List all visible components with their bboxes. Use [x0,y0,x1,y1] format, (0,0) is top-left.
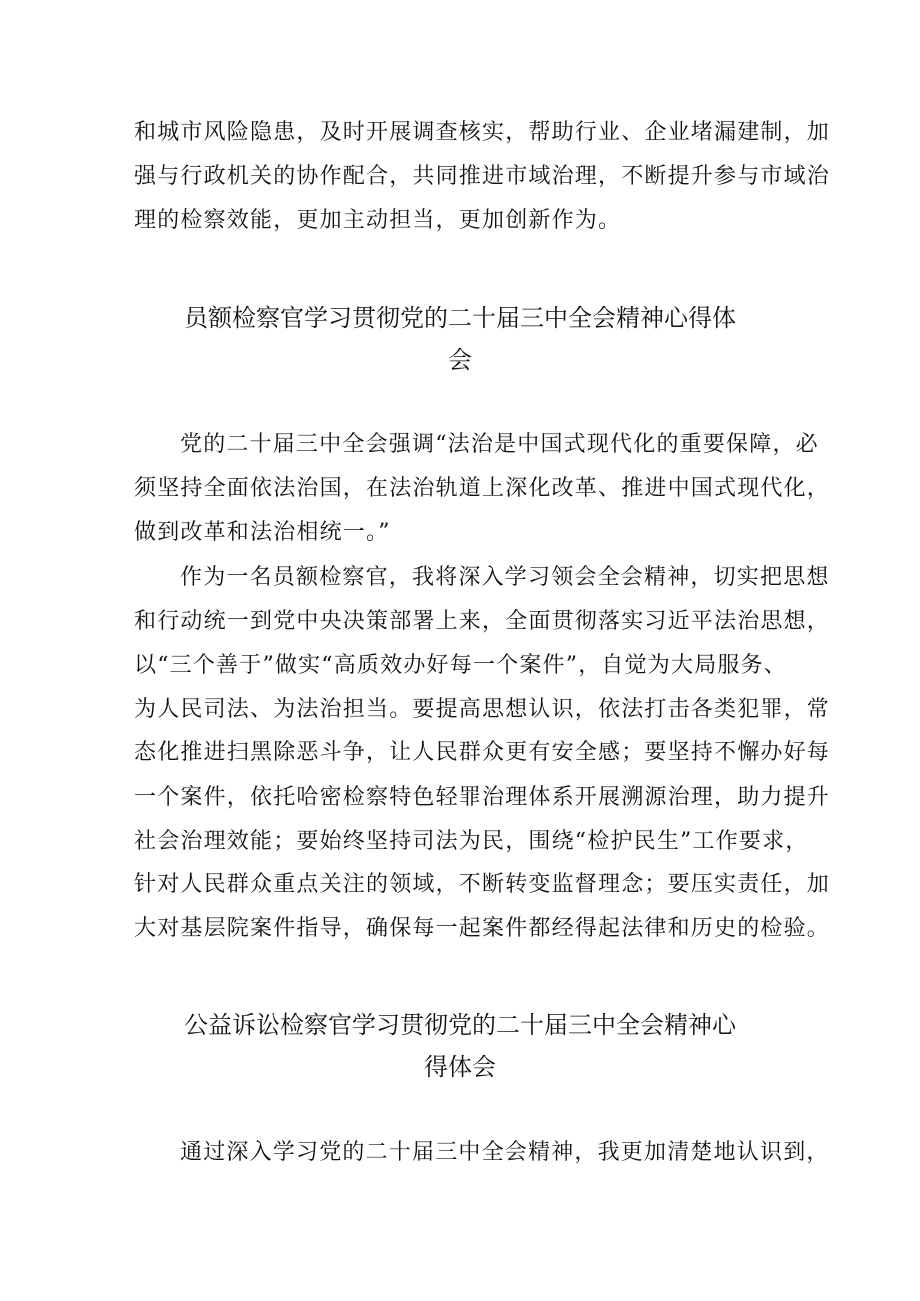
paragraph-line: 社会治理效能；要始终坚持司法为民，围绕“检护民生”工作要求， [134,829,809,854]
paragraph-line: 作为一名员额检察官，我将深入学习领会全会精神，切实把思想 [180,565,830,590]
section-title-line: 员额检察官学习贯彻党的二十届三中全会精神心得体 [184,304,736,332]
section-title-line: 公益诉讼检察官学习贯彻党的二十届三中全会精神心 [184,1011,736,1039]
paragraph-line: 以“三个善于”做实“高质效办好每一个案件”，自觉为大局服务、 [134,653,787,678]
section-title-line: 会 [448,346,472,374]
paragraph-line: 党的二十届三中全会强调“法治是中国式现代化的重要保障，必 [180,432,819,457]
paragraph-line: 为人民司法、为法治担当。要提高思想认识，依法打击各类犯罪，常 [134,697,831,722]
paragraph-line: 和城市风险隐患，及时开展调查核实，帮助行业、企业堵漏建制，加 [134,120,831,145]
paragraph-line: 针对人民群众重点关注的领域，不断转变监督理念；要压实责任，加 [134,872,831,897]
paragraph-line: 一个案件，依托哈密检察特色轻罪治理体系开展溯源治理，助力提升 [134,785,831,810]
paragraph-line: 做到改革和法治相统一。” [134,520,391,545]
paragraph-line: 态化推进扫黑除恶斗争，让人民群众更有安全感；要坚持不懈办好每 [134,740,831,765]
section-title-line: 得体会 [424,1053,496,1081]
paragraph-line: 和行动统一到党中央决策部署上来，全面贯彻落实习近平法治思想， [134,609,831,634]
paragraph-line: 大对基层院案件指导，确保每一起案件都经得起法律和历史的检验。 [134,916,831,941]
paragraph-line: 须坚持全面依法治国，在法治轨道上深化改革、推进中国式现代化， [134,476,831,501]
paragraph-line: 通过深入学习党的二十届三中全会精神，我更加清楚地认识到， [180,1140,830,1165]
paragraph-line: 强与行政机关的协作配合，共同推进市域治理，不断提升参与市域治 [134,164,831,189]
paragraph-line: 理的检察效能，更加主动担当，更加创新作为。 [134,208,622,233]
